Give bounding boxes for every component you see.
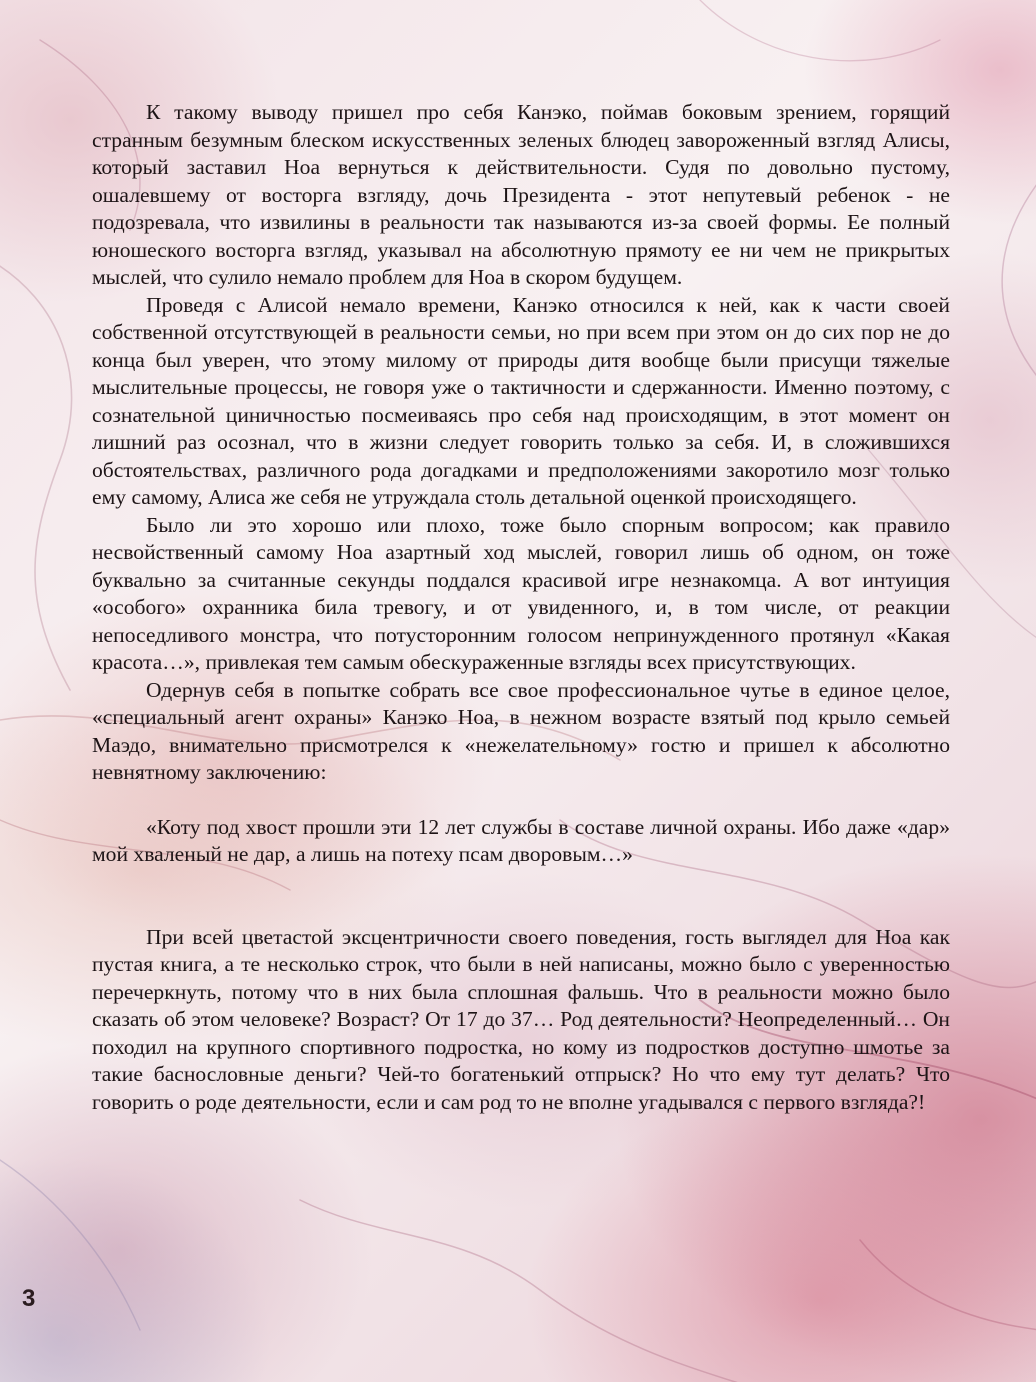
paragraph-3: Было ли это хорошо или плохо, тоже было спорным вопросом; как правило несвойственный самому Ноа азартный ход мыслей, говорил лишь об одном, он тоже буквально за считанные секунды поддался красивой игре незнакомца. А вот интуиция «особого» охранника била тревогу, и от увиденного, и, в том числе, от реакции непоседливого монстра, что потусторонним голосом непринужденного протянул «Какая красота…», привлекая тем самым обескураженные взгляды всех присутствующих. bbox=[92, 512, 950, 674]
paragraph-1: К такому выводу пришел про себя Канэко, поймав боковым зрением, горящий странным безумным блеском искусственных зеленых блюдец завороженный взгляд Алисы, который заставил Ноа вернуться к действительности. Судя по довольно пустому, ошалевшему от восторга взгляду, дочь Президента - этот непутевый ребенок - не подозревала, что извилины в реальности так называются из-за своей формы. Ее полный юношеского восторга взгляд, указывал на абсолютную прямоту ее ни чем не прикрытых мыслей, что сулило немало проблем для Ноа в скором будущем. bbox=[92, 100, 950, 289]
quote-paragraph: «Коту под хвост прошли эти 12 лет службы в составе личной охраны. Ибо даже «дар» мой хваленый не дар, а лишь на потеху псам дворовым…» bbox=[92, 814, 950, 866]
paragraph-2: Проведя с Алисой немало времени, Канэко относился к ней, как к части своей собственной отсутствующей в реальности семьи, но при всем при этом он до сих пор не до конца был уверен, что этому милому от природы дитя вообще были присущи тяжелые мыслительные процессы, не говоря уже о тактичности и сдержанности. Именно поэтому, с сознательной циничностью посмеиваясь про себя над происходящим, в этот момент он лишний раз осознал, что в жизни следует говорить только за себя. И, в сложившихся обстоятельствах, различного рода догадками и предположениями закоротило мозг только ему самому, Алиса же себя не утруждала столь детальной оценкой происходящего. bbox=[92, 292, 950, 509]
page-number: 3 bbox=[22, 1285, 36, 1312]
paragraph-5: При всей цветастой эксцентричности своего поведения, гость выглядел для Ноа как пустая книга, а те несколько строк, что были в ней написаны, можно было с уверенностью перечеркнуть, потому что в них была сплошная фальшь. Что в реальности можно было сказать об этом человеке? Возраст? От 17 до 37… Род деятельности? Неопределенный… Он походил на крупного спортивного подростка, но кому из подростков доступно шмотье за такие баснословные деньги? Чей-то богатенький отпрыск? Но что ему тут делать? Что говорить о роде деятельности, если и сам род то не вполне угадывался с первого взгляда?! bbox=[92, 924, 950, 1114]
paragraph-4: Одернув себя в попытке собрать все свое профессиональное чутье в единое целое, «специальный агент охраны» Канэко Ноа, в нежном возрасте взятый под крыло семьей Маэдо, внимательно присмотрелся к «нежелательному» гостю и пришел к абсолютно невнятному заключению: bbox=[92, 677, 950, 784]
body-text bbox=[92, 99, 950, 1116]
